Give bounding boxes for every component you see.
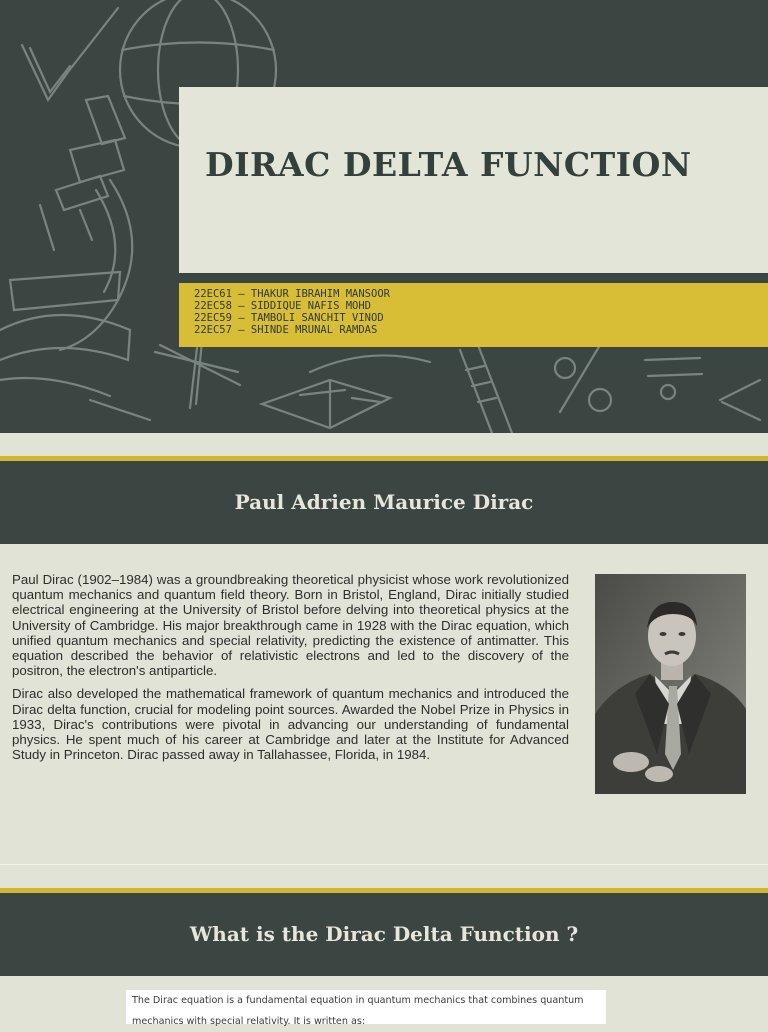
definition-section-header bbox=[0, 888, 768, 976]
portrait-illustration bbox=[595, 574, 746, 794]
bio-paragraph: Dirac also developed the mathematical framework of quantum mechanics and introduced the Dirac delta function, crucial for modeling point sources. Awarded the Nobel Prize in Physics in 1933, Dirac's contributions were pivotal in advancing our understanding of fundamental physics. He spent much of his career at Cambridge and later at the Institute for Advanced Study in Princeton. Dirac passed away in Tallahassee, Florida, in 1984. bbox=[12, 686, 569, 763]
author-entry: 22EC58 – SIDDIQUE NAFIS MOHD bbox=[194, 300, 372, 312]
bio-heading: Paul Adrien Maurice Dirac bbox=[234, 490, 534, 514]
title-slide bbox=[0, 0, 768, 433]
section-divider bbox=[0, 864, 768, 865]
equation-intro-snippet bbox=[126, 990, 606, 1027]
bio-paragraph: Paul Dirac (1902–1984) was a groundbreaking theoretical physicist whose work revolutionized quantum mechanics and quantum field theory. Born in Bristol, England, Dirac initially studied electrical engineering at the University of Bristol before delving into theoretical physics at the University of Cambridge. His major breakthrough came in 1928 with the Dirac equation, which unified quantum mechanics and special relativity, predicting the existence of antimatter. This equation described the behavior of relativistic electrons and led to the discovery of the positron, the electron's antiparticle. bbox=[12, 572, 569, 679]
authors-list bbox=[179, 283, 768, 336]
author-entry: 22EC59 – TAMBOLI SANCHIT VINOD bbox=[194, 312, 384, 324]
snippet-line: The Dirac equation is a fundamental equation in quantum mechanics that combines quantum bbox=[132, 995, 584, 1006]
title-card bbox=[179, 87, 768, 273]
dirac-portrait-photo bbox=[595, 574, 746, 794]
author-entry: 22EC61 – THAKUR IBRAHIM MANSOOR bbox=[194, 288, 390, 300]
definition-heading: What is the Dirac Delta Function ? bbox=[189, 922, 579, 946]
bio-text bbox=[12, 572, 569, 770]
author-entry: 22EC57 – SHINDE MRUNAL RAMDAS bbox=[194, 324, 378, 336]
bio-section-header bbox=[0, 456, 768, 544]
snippet-line: mechanics with special relativity. It is written as: bbox=[132, 1016, 366, 1027]
authors-band bbox=[179, 283, 768, 347]
presentation-title: DIRAC DELTA FUNCTION bbox=[205, 145, 692, 184]
